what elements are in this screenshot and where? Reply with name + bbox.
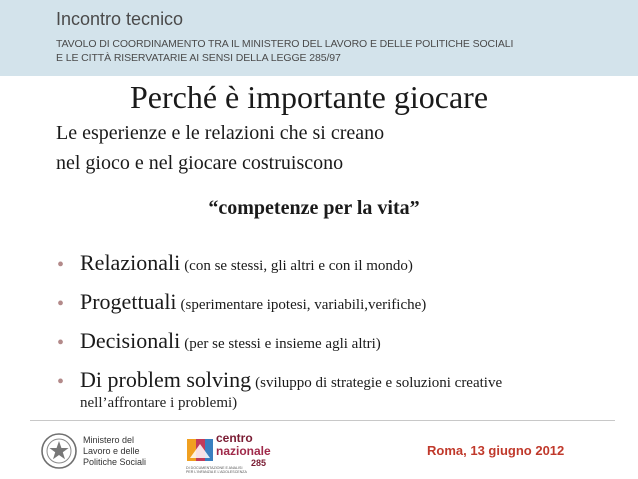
bullet-term: Relazionali <box>80 250 181 275</box>
ministry-line1: Ministero del <box>83 435 135 445</box>
bullet-dot-icon: • <box>57 254 65 276</box>
centro-caption-line1: DI DOCUMENTAZIONE E ANALISI <box>186 466 243 470</box>
bullet-note: (con se stessi, gli altri e con il mondo) <box>184 258 413 274</box>
centro-nazionale-logo-icon <box>186 436 214 464</box>
bullet-term: Di problem solving <box>80 367 252 392</box>
intro-line2: nel gioco e nel giocare costruiscono <box>56 152 344 174</box>
bullet-item <box>57 367 627 412</box>
bullet-dot-icon: • <box>57 293 65 315</box>
ministry-label <box>83 435 146 468</box>
centro-nazionale-wordmark <box>216 432 271 458</box>
bullet-item <box>57 250 627 279</box>
bullet-note: (sviluppo di strategie e soluzioni creative <box>255 375 503 391</box>
header-band <box>0 0 638 76</box>
header-subtitle-line2: E LE CITTÀ RISERVATARIE AI SENSI DELLA LEGGE 285/97 <box>56 52 341 64</box>
centro-number: 285 <box>251 458 267 468</box>
italian-emblem-icon <box>40 432 78 470</box>
header-subtitle-line1: TAVOLO DI COORDINAMENTO TRA IL MINISTERO DEL LAVORO E DELLE POLITICHE SOCIALI <box>56 38 514 50</box>
bullet-list <box>57 250 627 422</box>
ministry-line3: Politiche Sociali <box>83 457 147 467</box>
bullet-note: (sperimentare ipotesi, variabili,verifiche) <box>180 297 427 313</box>
footer-divider <box>30 420 615 421</box>
intro-line1: Le esperienze e le relazioni che si creano <box>56 122 385 144</box>
bullet-item <box>57 328 627 357</box>
bullet-note: (per se stessi e insieme agli altri) <box>184 336 381 352</box>
centro-caption-line2: PER L'INFANZIA E L'ADOLESCENZA <box>186 470 247 474</box>
slide-title: Perché è importante giocare <box>129 79 489 115</box>
header-title: Incontro tecnico <box>56 9 184 29</box>
centro-word: centro <box>216 431 253 445</box>
bullet-term: Progettuali <box>80 289 177 314</box>
bullet-item <box>57 289 627 318</box>
event-date: Roma, 13 giugno 2012 <box>427 443 565 458</box>
ministry-line2: Lavoro e delle <box>83 446 140 456</box>
bullet-dot-icon: • <box>57 332 65 354</box>
bullet-term: Decisionali <box>80 328 181 353</box>
bullet-note-continued: nell’affrontare i problemi) <box>80 395 238 411</box>
nazionale-word: nazionale <box>216 444 271 458</box>
quote: “competenze per la vita” <box>208 197 420 219</box>
centro-caption <box>186 466 247 474</box>
bullet-dot-icon: • <box>57 371 65 393</box>
